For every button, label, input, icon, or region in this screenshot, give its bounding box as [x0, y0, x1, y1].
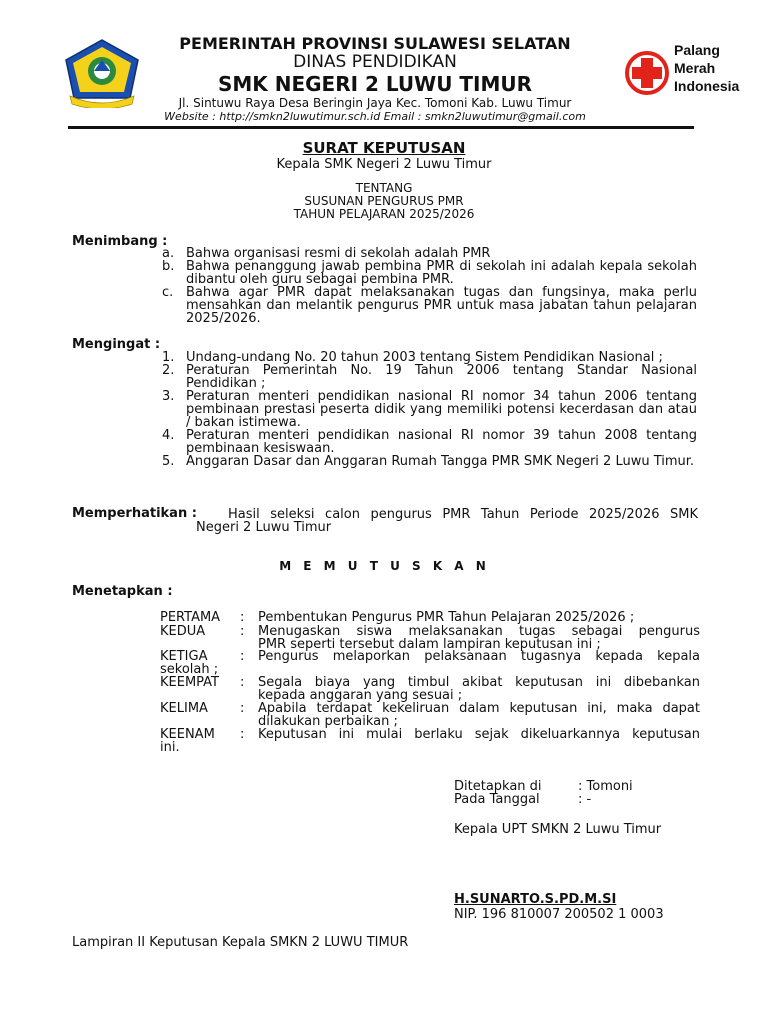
signature-title: Kepala UPT SMKN 2 Luwu Timur [454, 822, 662, 837]
menimbang-label: Menimbang : [72, 234, 168, 249]
list-item: 2. Peraturan Pemerintah No. 19 Tahun 2006 tentang Standar Nasional Pendidikan ; [162, 363, 697, 391]
signature-date-value: : - [578, 792, 592, 807]
gov-title: PEMERINTAH PROVINSI SULAWESI SELATAN [179, 34, 571, 53]
memperhatikan-line-2: Negeri 2 Luwu Timur [196, 520, 332, 535]
decision-ketiga: KETIGA : Pengurus melaporkan pelaksanaan tugasnya kepada kepala sekolah ; [160, 649, 700, 677]
pmr-logo-word-1: Palang [674, 42, 720, 58]
mengingat-list [162, 351, 697, 468]
topic: SUSUNAN PENGURUS PMR [304, 194, 464, 208]
decision-kedua: KEDUA : Menugaskan siswa melaksanakan tugas sebagai pengurus PMR seperti tersebut dalam lampiran keputusan ini ; [160, 624, 700, 652]
tentang: TENTANG [355, 181, 413, 195]
list-item: c. Bahwa agar PMR dapat melaksanakan tugas dan fungsinya, maka perlu mensahkan dan melantik pengurus PMR untuk masa jabatan tahun pelajaran 2025/2026. [162, 285, 697, 326]
signature-place-label: Ditetapkan di [454, 779, 542, 794]
department-title: DINAS PENDIDIKAN [293, 52, 457, 72]
school-address: Jl. Sintuwu Raya Desa Beringin Jaya Kec. Tomoni Kab. Luwu Timur [178, 96, 572, 110]
memutuskan-heading: M E M U T U S K A N [279, 559, 489, 573]
signature-place-value: : Tomoni [578, 779, 633, 794]
decision-keempat: KEEMPAT : Segala biaya yang timbul akibat keputusan ini dibebankan kepada anggaran yang sesuai ; [160, 675, 700, 703]
signature-date-row [454, 792, 592, 807]
decision-kelima: KELIMA : Apabila terdapat kekeliruan dalam keputusan ini, maka dapat dilakukan perbaikan ; [160, 701, 700, 729]
doc-subheading: Kepala SMK Negeri 2 Luwu Timur [276, 157, 492, 172]
list-item: 3. Peraturan menteri pendidikan nasional RI nomor 34 tahun 2006 tentang pembinaan prestasi peserta didik yang memiliki potensi kecerdasan dan atau / bakan istimewa. [162, 389, 697, 430]
memperhatikan-line-1: Hasil seleksi calon pengurus PMR Tahun Periode 2025/2026 SMK [228, 507, 698, 522]
decision-keenam: KEENAM : Keputusan ini mulai berlaku sejak dikeluarkannya keputusan ini. [160, 727, 700, 755]
doc-heading: SURAT KEPUTUSAN [302, 139, 466, 157]
signature-nip: NIP. 196 810007 200502 1 0003 [454, 907, 664, 922]
pmr-logo-word-3: Indonesia [674, 78, 740, 94]
memperhatikan-label: Memperhatikan : [72, 506, 197, 521]
header-divider [68, 126, 694, 129]
school-name: SMK NEGERI 2 LUWU TIMUR [217, 72, 533, 96]
attachment-note: Lampiran II Keputusan Kepala SMKN 2 LUWU TIMUR [72, 935, 409, 950]
red-cross-icon [624, 50, 670, 96]
pmr-logo-word-2: Merah [674, 60, 716, 76]
signature-name: H.SUNARTO.S.PD.M.SI [454, 892, 617, 907]
decision-pertama: PERTAMA : Pembentukan Pengurus PMR Tahun Pelajaran 2025/2026 ; [160, 610, 635, 625]
school-contact: Website : http://smkn2luwutimur.sch.id Email : smkn2luwutimur@gmail.com [164, 110, 586, 123]
list-item: 5. Anggaran Dasar dan Anggaran Rumah Tangga PMR SMK Negeri 2 Luwu Timur. [162, 454, 695, 469]
list-item: a. Bahwa organisasi resmi di sekolah adalah PMR [162, 246, 491, 261]
list-item: b. Bahwa penanggung jawab pembina PMR di sekolah ini adalah kepala sekolah dibantu oleh guru sebagai pembina PMR. [162, 259, 697, 287]
signature-date-label: Pada Tanggal [454, 792, 540, 807]
school-emblem-icon [64, 38, 140, 108]
menimbang-list [162, 247, 697, 325]
list-item: 1. Undang-undang No. 20 tahun 2003 tentang Sistem Pendidikan Nasional ; [162, 350, 663, 365]
list-item: 4. Peraturan menteri pendidikan nasional RI nomor 39 tahun 2008 tentang pembinaan kesiswaan. [162, 428, 697, 456]
menetapkan-label: Menetapkan : [72, 584, 173, 599]
topic-year: TAHUN PELAJARAN 2025/2026 [293, 207, 475, 221]
school-emblem [64, 38, 140, 108]
mengingat-label: Mengingat : [72, 337, 161, 352]
pmr-logo [624, 40, 740, 104]
